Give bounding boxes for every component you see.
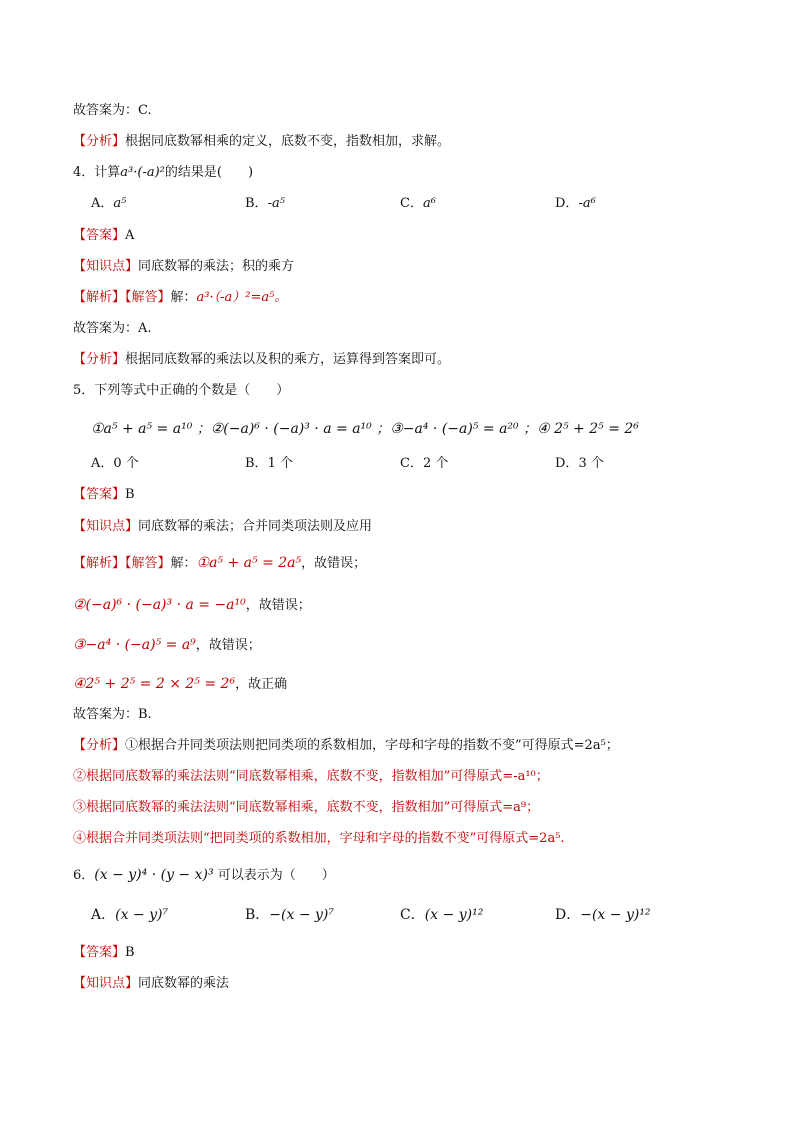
q5-option-c: C．2 个 — [400, 456, 449, 471]
q6-option-c: C．(x − y)¹² — [400, 907, 484, 923]
q5-analysis-4: ④根据合并同类项法则“把同类项的系数相加，字母和字母的指数不变”可得原式=2a⁵. — [73, 831, 565, 846]
q4-answer: 【答案】A — [73, 228, 135, 243]
analysis-text: 根据同底数幂相乘的定义，底数不变，指数相加，求解。 — [125, 134, 451, 149]
q5-conclusion: 故答案为：B. — [73, 707, 152, 722]
q4-analysis: 【分析】根据同底数幂的乘法以及积的乘方，运算得到答案即可。 — [73, 352, 451, 367]
q4-stem: 4．计算a³·(-a)²的结果是( ) — [73, 165, 254, 180]
q5-analysis-2: ②根据同底数幂的乘法法则“同底数幂相乘，底数不变，指数相加”可得原式=-a¹⁰； — [73, 769, 549, 784]
q5-equations: ①a⁵ + a⁵ = a¹⁰ ；②(−a)⁶ · (−a)³ · a = a¹⁰ ；③−a⁴ · (−a)⁵ = a²⁰ ；④ 2⁵ + 2⁵ = 2⁶ — [91, 421, 639, 437]
q4-stem-expression: a³·(-a)² — [120, 165, 165, 180]
q4-option-c: C．a⁶ — [400, 196, 436, 211]
q6-option-a: A．(x − y)⁷ — [91, 907, 169, 923]
q5-answer: 【答案】B — [73, 487, 135, 502]
q5-solution-step-4: ④2⁵ + 2⁵ = 2 × 2⁵ = 2⁶，故正确 — [73, 676, 288, 692]
q5-solution-step-2: ②(−a)⁶ · (−a)³ · a = −a¹⁰，故错误； — [73, 597, 311, 613]
q5-stem: 5．下列等式中正确的个数是（ ） — [73, 383, 290, 398]
q5-analysis-3: ③根据同底数幂的乘法法则“同底数幂相乘，底数不变，指数相加”可得原式=a⁹； — [73, 800, 540, 815]
prev-answer-conclusion: 故答案为：C. — [73, 103, 152, 118]
q6-knowledge: 【知识点】同底数幂的乘法 — [73, 976, 230, 991]
q6-stem-expression: (x − y)⁴ · (y − x)³ — [94, 867, 214, 883]
q5-knowledge: 【知识点】同底数幂的乘法；合并同类项法则及应用 — [73, 519, 373, 534]
q4-solution: 【解析】【解答】解：a³·（-a）²=a⁵。 — [73, 290, 288, 305]
q4-option-d: D．-a⁶ — [555, 196, 596, 211]
q6-option-d: D．−(x − y)¹² — [555, 907, 651, 923]
prev-analysis — [73, 133, 450, 151]
q5-option-d: D．3 个 — [555, 456, 604, 471]
q5-option-b: B．1 个 — [245, 456, 293, 471]
q5-solution-step-3: ③−a⁴ · (−a)⁵ = a⁹，故错误； — [73, 637, 261, 653]
q4-conclusion: 故答案为：A. — [73, 321, 152, 336]
q4-option-b: B．-a⁵ — [245, 196, 285, 211]
q4-knowledge: 【知识点】同底数幂的乘法；积的乘方 — [73, 259, 295, 274]
q5-solution-step-1: 【解析】【解答】解：①a⁵ + a⁵ = 2a⁵，故错误； — [73, 555, 367, 571]
q6-option-b: B．−(x − y)⁷ — [245, 907, 334, 923]
q5-option-a: A．0 个 — [91, 456, 139, 471]
q6-answer: 【答案】B — [73, 945, 135, 960]
analysis-tag: 【分析】 — [73, 134, 126, 149]
q5-analysis-1: 【分析】①根据合并同类项法则把同类项的系数相加，字母和字母的指数不变”可得原式=2a⁵； — [73, 738, 619, 753]
q4-solution-expression: a³·（-a）²=a⁵。 — [196, 290, 288, 305]
q6-stem: 6．(x − y)⁴ · (y − x)³ 可以表示为（ ） — [73, 867, 335, 883]
q4-option-a: A．a⁵ — [91, 196, 127, 211]
